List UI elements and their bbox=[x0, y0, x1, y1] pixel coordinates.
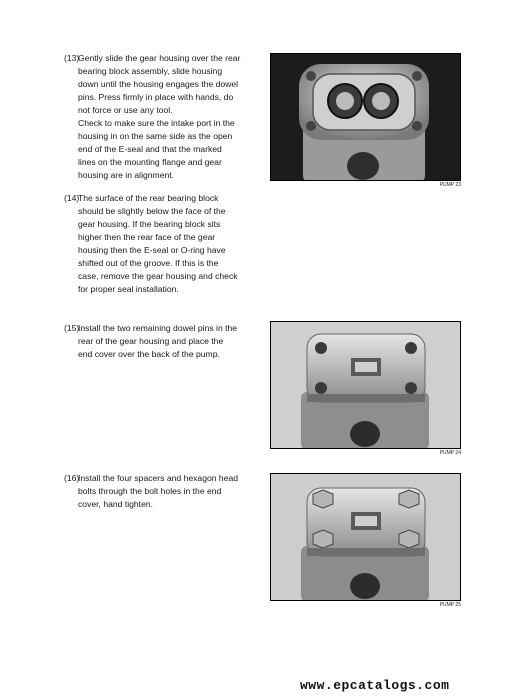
photo-caption: PUMP 24 bbox=[439, 450, 461, 456]
step-15 bbox=[64, 322, 248, 361]
step-line: rear of the gear housing and place the bbox=[78, 336, 224, 346]
step-16 bbox=[64, 472, 248, 511]
step-line: case, remove the gear housing and check bbox=[78, 271, 238, 281]
step-line: lines on the mounting flange and gear bbox=[78, 157, 222, 167]
step-line: Install the two remaining dowel pins in the bbox=[78, 323, 238, 333]
step-number: (15) bbox=[64, 323, 80, 333]
step-line: not force or use any tool. bbox=[78, 105, 173, 115]
step-line: end cover over the back of the pump. bbox=[78, 349, 220, 359]
step-line: down until the housing engages the dowel bbox=[78, 79, 239, 89]
watermark-url[interactable]: www.epcatalogs.com bbox=[300, 678, 450, 693]
pump-photo bbox=[270, 321, 461, 449]
photo-pump-23 bbox=[270, 53, 461, 188]
step-number: (13) bbox=[64, 53, 80, 63]
step-14 bbox=[64, 192, 248, 296]
step-line: Gently slide the gear housing over the rear bbox=[78, 53, 241, 63]
step-line: bearing block assembly, slide housing bbox=[78, 66, 223, 76]
photo-caption: PUMP 23 bbox=[439, 182, 461, 188]
step-line: should be slightly below the face of the bbox=[78, 206, 226, 216]
pump-photo bbox=[270, 473, 461, 601]
step-number: (14) bbox=[64, 193, 80, 203]
step-line: shifted out of the groove. If this is the bbox=[78, 258, 219, 268]
step-number: (16) bbox=[64, 473, 80, 483]
step-line: pins. Press firmly in place with hands, do bbox=[78, 92, 234, 102]
step-line: housing in on the same side as the open bbox=[78, 131, 233, 141]
step-line: gear housing. If the bearing block sits bbox=[78, 219, 221, 229]
pump-photo bbox=[270, 53, 461, 181]
step-line: housing then the E-seal or O-ring have bbox=[78, 245, 226, 255]
step-line: for proper seal installation. bbox=[78, 284, 179, 294]
step-13 bbox=[64, 52, 248, 182]
photo-pump-25 bbox=[270, 473, 461, 608]
step-line: housing are in alignment. bbox=[78, 170, 175, 180]
step-line: Check to make sure the intake port in the bbox=[78, 118, 235, 128]
photo-caption: PUMP 25 bbox=[439, 602, 461, 608]
step-line: higher then the rear face of the gear bbox=[78, 232, 216, 242]
step-line: cover, hand tighten. bbox=[78, 499, 154, 509]
step-line: end of the E-seal and that the marked bbox=[78, 144, 222, 154]
step-line: The surface of the rear bearing block bbox=[78, 193, 219, 203]
step-line: Install the four spacers and hexagon head bbox=[78, 473, 239, 483]
step-line: bolts through the bolt holes in the end bbox=[78, 486, 222, 496]
photo-pump-24 bbox=[270, 321, 461, 456]
